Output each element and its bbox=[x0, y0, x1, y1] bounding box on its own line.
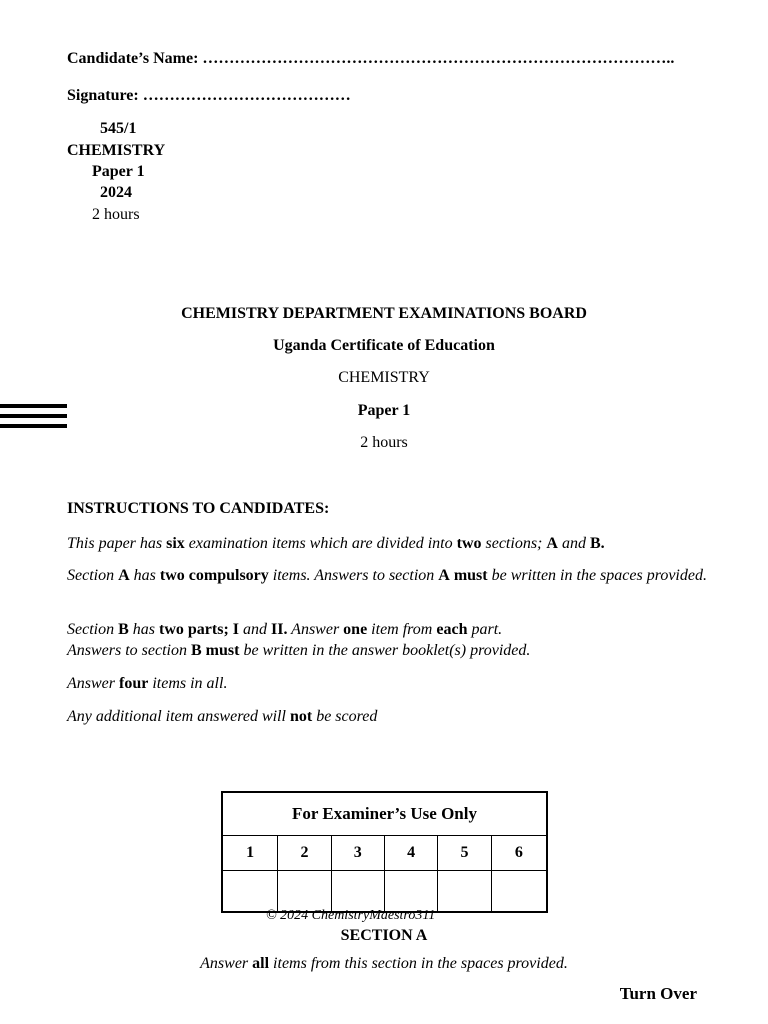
text: has bbox=[128, 621, 159, 638]
table-row bbox=[222, 871, 547, 913]
text: sections; bbox=[481, 535, 547, 552]
text: examination items which are divided into bbox=[184, 535, 457, 552]
text-bold: one bbox=[343, 621, 368, 638]
instruction-4 bbox=[67, 673, 707, 694]
instructions-heading: INSTRUCTIONS TO CANDIDATES: bbox=[67, 500, 330, 517]
candidate-name-dots: …………………………………………………………………………….. bbox=[202, 50, 675, 67]
text: Section bbox=[67, 567, 119, 584]
text: and bbox=[239, 621, 271, 638]
paper-code: 545/1 bbox=[100, 120, 137, 137]
text: This paper has bbox=[67, 535, 167, 552]
board-name: CHEMISTRY DEPARTMENT EXAMINATIONS BOARD bbox=[181, 305, 587, 322]
cover-year: 2024 bbox=[100, 184, 132, 201]
instruction-3 bbox=[67, 619, 707, 661]
board-paper: Paper 1 bbox=[357, 402, 411, 419]
text: Answers to section bbox=[67, 642, 191, 659]
cover-paper: Paper 1 bbox=[92, 163, 145, 180]
text-bold: two compulsory bbox=[159, 567, 269, 584]
text: items. Answers to section bbox=[268, 567, 439, 584]
instruction-5 bbox=[67, 706, 707, 727]
item-number-1: 1 bbox=[222, 836, 278, 871]
text-bold: six bbox=[166, 535, 185, 552]
text: Any additional item answered will bbox=[67, 708, 290, 725]
bar bbox=[0, 404, 67, 408]
text: be scored bbox=[312, 708, 378, 725]
signature-label: Signature: bbox=[67, 87, 139, 104]
text: items in all. bbox=[148, 675, 228, 692]
text-bold: not bbox=[289, 708, 313, 725]
instruction-2 bbox=[67, 565, 707, 586]
candidate-name-label: Candidate’s Name: bbox=[67, 50, 199, 67]
text-bold: II. bbox=[271, 621, 288, 638]
text-bold: B bbox=[118, 621, 129, 638]
cover-duration: 2 hours bbox=[92, 206, 140, 223]
text-bold: two bbox=[456, 535, 482, 552]
table-row bbox=[222, 836, 547, 871]
bar bbox=[0, 414, 67, 418]
text: Answer bbox=[67, 675, 119, 692]
cover-subject: CHEMISTRY bbox=[67, 142, 166, 159]
text: and bbox=[557, 535, 590, 552]
certificate-title: Uganda Certificate of Education bbox=[273, 337, 495, 354]
text-bold: four bbox=[119, 675, 149, 692]
text-bold: A bbox=[438, 567, 450, 584]
board-duration: 2 hours bbox=[360, 434, 408, 451]
decorative-bars bbox=[0, 404, 67, 434]
text-bold: B. bbox=[589, 535, 605, 552]
text-bold: B bbox=[191, 642, 202, 659]
text: Answer bbox=[200, 955, 253, 972]
item-number-2: 2 bbox=[278, 836, 331, 871]
signature-dots: ………………………………… bbox=[142, 87, 351, 104]
item-number-5: 5 bbox=[438, 836, 491, 871]
score-cell-3[interactable] bbox=[331, 871, 384, 913]
item-number-4: 4 bbox=[384, 836, 437, 871]
text: has bbox=[129, 567, 160, 584]
copyright: © 2024 ChemistryMaestro311 bbox=[266, 908, 436, 923]
score-cell-1[interactable] bbox=[222, 871, 278, 913]
signature-line bbox=[67, 87, 351, 105]
text-bold: A bbox=[546, 535, 558, 552]
item-number-6: 6 bbox=[491, 836, 547, 871]
table-header-row bbox=[222, 792, 547, 836]
turn-over: Turn Over bbox=[619, 984, 697, 1003]
text: item from bbox=[367, 621, 437, 638]
board-subject: CHEMISTRY bbox=[338, 369, 430, 386]
text-bold: A bbox=[118, 567, 130, 584]
text-bold: two parts; I bbox=[159, 621, 239, 638]
text: Answer bbox=[287, 621, 344, 638]
bar bbox=[0, 424, 67, 428]
examiner-table-title: For Examiner’s Use Only bbox=[222, 792, 547, 836]
candidate-name-line bbox=[67, 50, 674, 68]
text-bold: must bbox=[453, 567, 488, 584]
text: part. bbox=[467, 621, 503, 638]
instruction-1 bbox=[67, 533, 707, 554]
score-cell-4[interactable] bbox=[384, 871, 437, 913]
text: be written in the spaces provided. bbox=[487, 567, 707, 584]
text: be written in the answer booklet(s) provided. bbox=[239, 642, 531, 659]
section-a-heading: SECTION A bbox=[340, 927, 428, 944]
item-number-3: 3 bbox=[331, 836, 384, 871]
text: Section bbox=[67, 621, 119, 638]
section-a-note bbox=[0, 955, 768, 973]
text-bold: each bbox=[436, 621, 468, 638]
text-bold: all bbox=[252, 955, 270, 972]
score-cell-2[interactable] bbox=[278, 871, 331, 913]
score-cell-6[interactable] bbox=[491, 871, 547, 913]
score-cell-5[interactable] bbox=[438, 871, 491, 913]
examiner-use-table bbox=[221, 791, 548, 913]
text: items from this section in the spaces provided. bbox=[269, 955, 568, 972]
text-bold: must bbox=[205, 642, 240, 659]
